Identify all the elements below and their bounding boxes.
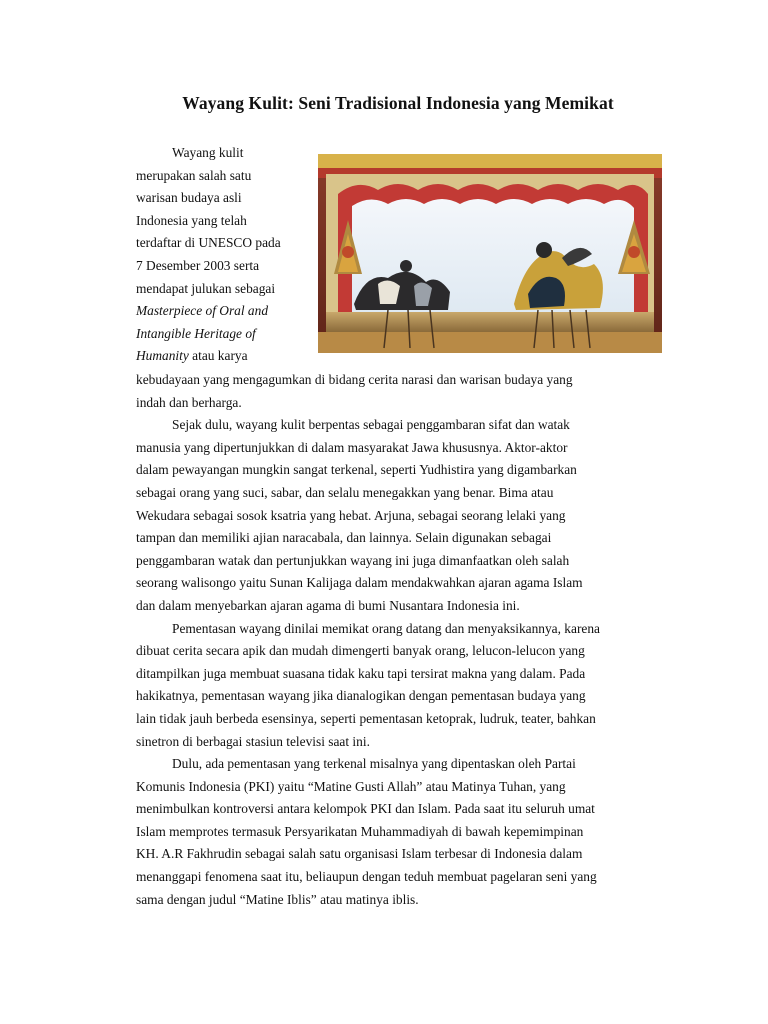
paragraph-line: menimbulkan kontroversi antara kelompok PKI dan Islam. Pada saat itu seluruh umat (136, 801, 595, 817)
paragraph-line: Dulu, ada pementasan yang terkenal misalnya yang dipentaskan oleh Partai (172, 756, 576, 772)
paragraph-line: dibuat cerita secara apik dan mudah dimengerti banyak orang, lelucon-lelucon yang (136, 643, 585, 659)
paragraph-line: sinetron di berbagai stasiun televisi saat ini. (136, 733, 370, 749)
paragraph-line: kebudayaan yang mengagumkan di bidang cerita narasi dan warisan budaya yang (136, 372, 573, 387)
paragraph-line: dan dalam menyebarkan ajaran agama di bumi Nusantara Indonesia ini. (136, 597, 520, 613)
intro-line: warisan budaya asli (136, 190, 242, 206)
intro-line: Wayang kulit (172, 145, 244, 160)
intro-line: mendapat julukan sebagai (136, 280, 276, 296)
paragraph-line: indah dan berharga. (136, 394, 242, 410)
paragraph-line: penggambaran watak dan pertunjukkan wayang ini juga dimanfaatkan oleh salah (136, 552, 570, 568)
paragraph-line: dalam pewayangan mungkin sangat terkenal, seperti Yudhistira yang digambarkan (136, 462, 577, 478)
paragraph-line: Sejak dulu, wayang kulit berpentas sebagai penggambaran sifat dan watak (172, 417, 570, 433)
paragraph-line: ditampilkan juga membuat suasana tidak kaku tapi tersirat makna yang dalam. Pada (136, 665, 586, 681)
paragraph-line: Komunis Indonesia (PKI) yaitu “Matine Gusti Allah” atau Matinya Tuhan, yang (136, 778, 566, 794)
intro-line: terdaftar di UNESCO pada (136, 235, 281, 251)
italic-line: Intangible Heritage of (136, 325, 256, 341)
paragraph-line: tampan dan memiliki ajian naracabala, dan lainnya. Selain digunakan sebagai (136, 530, 552, 546)
after-italic: atau karya (188, 348, 248, 364)
document-title: Wayang Kulit: Seni Tradisional Indonesia yang Memikat (182, 93, 614, 113)
paragraph-line: sama dengan judul “Matine Iblis” atau matinya iblis. (136, 891, 419, 907)
paragraph-line: seorang walisongo yaitu Sunan Kalijaga dalam mendakwahkan ajaran agama Islam (136, 575, 583, 591)
intro-column (136, 142, 312, 368)
italic-line: Masterpiece of Oral and (136, 303, 269, 319)
italic-tail: Humanity (136, 348, 189, 364)
intro-line: merupakan salah satu (136, 167, 252, 183)
paragraph-line: KH. A.R Fakhrudin sebagai salah satu organisasi Islam terbesar di Indonesia dalam (136, 846, 583, 862)
paragraph-line: sebagai orang yang suci, sabar, dan selalu menegakkan yang benar. Bima atau (136, 484, 554, 500)
paragraph-line: lain tidak jauh berbeda esensinya, seperti pementasan ketoprak, ludruk, teater, bahkan (136, 710, 596, 726)
paragraph-line: Islam memprotes termasuk Persyarikatan Muhammadiyah di bawah kepemimpinan (136, 823, 584, 839)
wayang-photo (318, 154, 662, 353)
paragraph-line: Pementasan wayang dinilai memikat orang datang dan menyaksikannya, karena (172, 620, 600, 636)
paragraph-line: Wekudara sebagai sosok ksatria yang hebat. Arjuna, sebagai seorang lelaki yang (136, 507, 566, 523)
paragraph-line: manusia yang dipertunjukkan di dalam masyarakat Jawa khususnya. Aktor-aktor (136, 439, 568, 455)
body-text (136, 369, 656, 911)
paragraph-line: hakikatnya, pementasan wayang jika dianalogikan dengan pementasan budaya yang (136, 688, 586, 704)
paragraph-line: menanggapi fenomena saat itu, beliaupun dengan teduh membuat pagelaran seni yang (136, 869, 597, 885)
intro-line-last (136, 345, 312, 368)
wayang-illustration (318, 154, 662, 353)
intro-line: 7 Desember 2003 serta (136, 257, 260, 273)
intro-line: Indonesia yang telah (136, 212, 247, 228)
